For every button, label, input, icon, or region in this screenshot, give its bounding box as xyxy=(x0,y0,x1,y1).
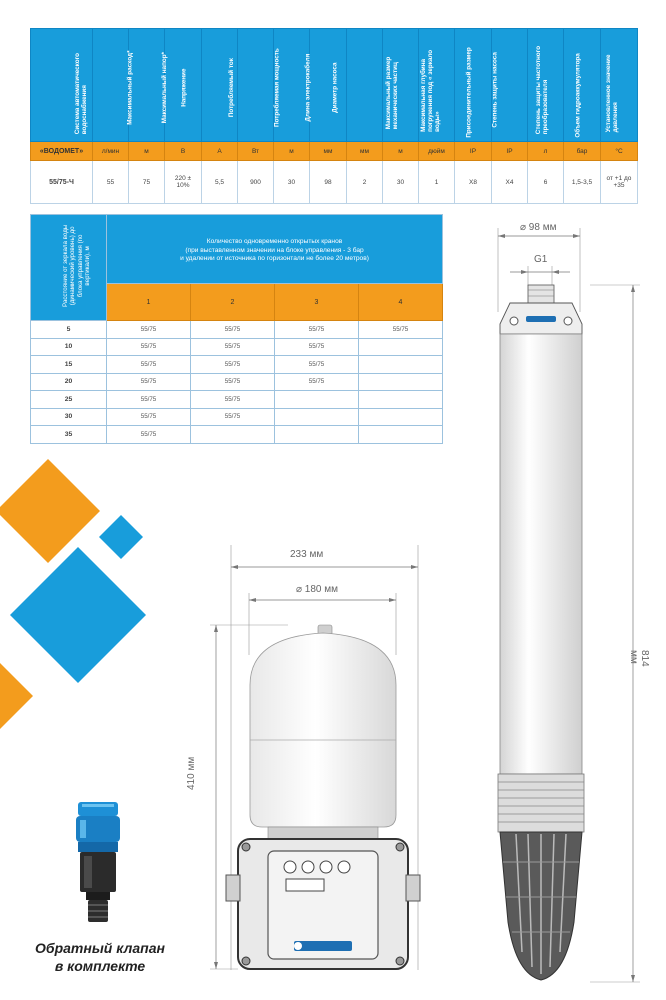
table-row xyxy=(31,356,443,374)
tap-cell: 55/75 xyxy=(191,321,275,339)
spec-unit: дюйм xyxy=(419,142,455,161)
tap-level: 15 xyxy=(31,356,107,374)
tap-cell: 55/75 xyxy=(275,338,359,356)
spec-header: Длина электрокабеля xyxy=(274,29,310,142)
spec-header: Система автоматического водоснабжения xyxy=(31,29,93,142)
check-valve-image xyxy=(64,800,134,928)
spec-value: 30 xyxy=(383,161,419,204)
spec-units-row xyxy=(31,142,638,161)
spec-value: 1,5-3,5 xyxy=(564,161,601,204)
table-row xyxy=(31,373,443,391)
tap-cell: 55/75 xyxy=(107,426,191,444)
table-row xyxy=(31,426,443,444)
tap-cell: 55/75 xyxy=(107,373,191,391)
tap-level: 20 xyxy=(31,373,107,391)
spec-header: Степень защиты насоса xyxy=(455,29,492,142)
tap-cell xyxy=(359,373,443,391)
spec-value: 1 xyxy=(419,161,455,204)
spec-value: 6 xyxy=(528,161,564,204)
pump-drawing xyxy=(470,222,640,987)
spec-header: Объем гидроаккумулятора xyxy=(528,29,564,142)
spec-unit: мм xyxy=(310,142,347,161)
spec-header: Максимальный напор* xyxy=(129,29,165,142)
tap-cell xyxy=(359,391,443,409)
spec-unit: л/мин xyxy=(93,142,129,161)
orange-diamond xyxy=(0,459,100,563)
table-row xyxy=(31,321,443,339)
pump-ribs xyxy=(498,774,584,832)
tap-title-line: (при выставленном значении на блоке управления - 3 бар xyxy=(185,246,364,254)
tap-cell xyxy=(359,356,443,374)
spec-value: Х8 xyxy=(455,161,492,204)
spec-value: 55 xyxy=(93,161,129,204)
spec-header: Максимальный расход* xyxy=(93,29,129,142)
spec-unit: м xyxy=(129,142,165,161)
pump-thread-label: G1 xyxy=(534,254,548,265)
tap-cell xyxy=(359,338,443,356)
spec-value: 2 xyxy=(347,161,383,204)
spec-value: 220 ± 10% xyxy=(165,161,202,204)
spec-unit: Вт xyxy=(238,142,274,161)
tap-column-header: 2 xyxy=(191,284,275,321)
spec-table xyxy=(30,28,656,204)
spec-values-row xyxy=(31,161,638,204)
tap-corner-header: Расстояние от зеркала воды (динамический уровень) до блока управления (по вертикали), м xyxy=(31,215,107,321)
tap-level: 30 xyxy=(31,408,107,426)
spec-unit: IP xyxy=(455,142,492,161)
table-row xyxy=(31,338,443,356)
spec-unit: бар xyxy=(564,142,601,161)
spec-value: 55/75-Ч xyxy=(31,161,93,204)
tap-cell xyxy=(275,426,359,444)
spec-header: Максимальный размер механических частиц xyxy=(347,29,383,142)
caption-line: в комплекте xyxy=(54,957,146,974)
tap-level: 5 xyxy=(31,321,107,339)
tap-cell: 55/75 xyxy=(275,356,359,374)
large-blue-diamond xyxy=(10,547,146,683)
pump-length-label: 814 мм xyxy=(628,650,650,667)
spec-unit: IP xyxy=(492,142,528,161)
tap-cell xyxy=(275,391,359,409)
spec-value: 5,5 xyxy=(202,161,238,204)
tap-cell: 55/75 xyxy=(359,321,443,339)
decorative-diamonds xyxy=(0,455,150,760)
unit-width-label: 233 мм xyxy=(290,549,324,560)
tap-cell xyxy=(191,426,275,444)
table-row xyxy=(31,408,443,426)
tap-column-header: 3 xyxy=(275,284,359,321)
spec-header: Температура перекачиваемой воды xyxy=(601,29,638,142)
unit-height-label: 410 мм xyxy=(186,756,197,790)
table-row xyxy=(31,391,443,409)
spec-unit: л xyxy=(528,142,564,161)
spec-value: 75 xyxy=(129,161,165,204)
spec-value: 30 xyxy=(274,161,310,204)
spec-unit: мм xyxy=(347,142,383,161)
tap-level: 25 xyxy=(31,391,107,409)
tap-title xyxy=(107,215,443,284)
spec-unit: м xyxy=(383,142,419,161)
control-unit-drawing xyxy=(198,545,448,975)
tap-cell xyxy=(359,408,443,426)
tap-cell: 55/75 xyxy=(107,356,191,374)
spec-value: 900 xyxy=(238,161,274,204)
orange-edge-diamond xyxy=(0,663,33,729)
tank-diameter-label: ⌀ 180 мм xyxy=(296,584,339,595)
tap-title-line: и удалении от источника по горизонтали не более 20 метров) xyxy=(180,255,369,263)
tap-title-line: Количество одновременно открытых кранов xyxy=(206,237,343,245)
spec-unit: °С xyxy=(601,142,638,161)
spec-value: 98 xyxy=(310,161,347,204)
spec-header-row xyxy=(31,29,638,142)
tap-column-header: 4 xyxy=(359,284,443,321)
tap-cell: 55/75 xyxy=(107,338,191,356)
tap-cell: 55/75 xyxy=(275,321,359,339)
tap-cell: 55/75 xyxy=(275,373,359,391)
pump-diameter-label: ⌀ 98 мм xyxy=(520,222,557,233)
spec-unit: А xyxy=(202,142,238,161)
tap-cell: 55/75 xyxy=(107,391,191,409)
spec-header: Напряжение xyxy=(165,29,202,142)
spec-value: от +1 до +35 xyxy=(601,161,638,204)
spec-header: Потребляемая мощность xyxy=(238,29,274,142)
tap-cell: 55/75 xyxy=(191,356,275,374)
tap-level: 10 xyxy=(31,338,107,356)
check-valve-caption xyxy=(20,940,180,975)
spec-header: Степень защиты частотного преобразователя xyxy=(492,29,528,142)
spec-unit: «ВОДОМЕТ» xyxy=(31,142,93,161)
spec-header: Диаметр насоса xyxy=(310,29,347,142)
tap-cell: 55/75 xyxy=(191,391,275,409)
tap-cell xyxy=(359,426,443,444)
taps-table xyxy=(30,214,443,444)
spec-value: Х4 xyxy=(492,161,528,204)
tap-cell: 55/75 xyxy=(191,338,275,356)
tap-cell: 55/75 xyxy=(191,408,275,426)
spec-header: Потребляемый ток xyxy=(202,29,238,142)
spec-header: Максимальная глубина погружения под « зеркало воды» xyxy=(383,29,419,142)
spec-unit: м xyxy=(274,142,310,161)
tap-cell: 55/75 xyxy=(107,408,191,426)
small-blue-diamond xyxy=(99,515,143,559)
spec-unit: В xyxy=(165,142,202,161)
tap-cell: 55/75 xyxy=(191,373,275,391)
tap-level: 35 xyxy=(31,426,107,444)
tap-cell: 55/75 xyxy=(107,321,191,339)
spec-header: Установленное значение давления xyxy=(564,29,601,142)
tap-column-header: 1 xyxy=(107,284,191,321)
spec-header: Присоединительный размер xyxy=(419,29,455,142)
caption-line: Обратный клапан xyxy=(35,940,165,956)
tap-cell xyxy=(275,408,359,426)
